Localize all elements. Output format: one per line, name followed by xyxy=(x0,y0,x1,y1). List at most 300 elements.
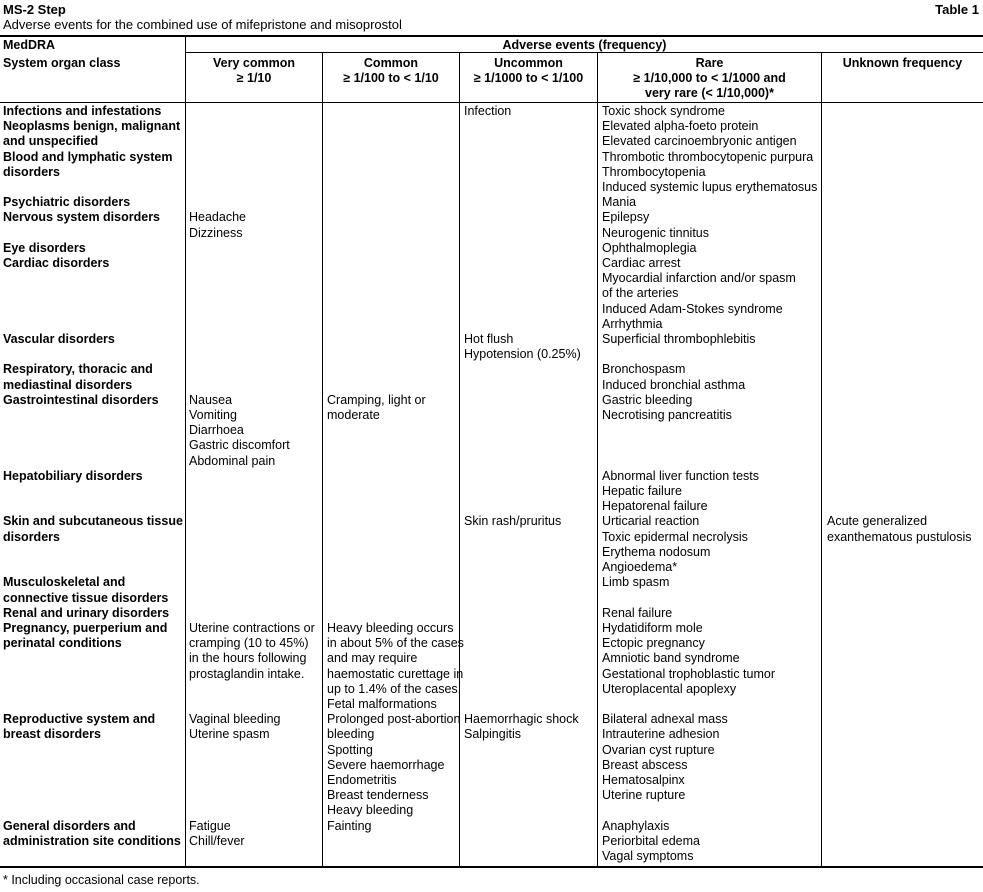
cell-line: Hypotension (0.25%) xyxy=(464,347,581,362)
cell-line xyxy=(189,514,315,529)
cell-line: Gastric discomfort xyxy=(189,438,290,453)
cell-line: Thrombocytopenia xyxy=(602,164,706,179)
cell-line: Gastric bleeding xyxy=(602,392,693,407)
cell-line xyxy=(327,271,464,286)
cell-line xyxy=(189,332,315,347)
cell-line: Intrauterine adhesion xyxy=(602,727,720,742)
cell-line xyxy=(464,195,581,210)
cell-line xyxy=(602,803,817,818)
cell-line xyxy=(464,591,581,606)
cell-line: Fetal malformations xyxy=(327,696,437,711)
cell-line: Hematosalpinx xyxy=(602,772,685,787)
cell-line: Myocardial infarction and/or spasm xyxy=(602,271,796,286)
cell-line: Endometritis xyxy=(327,772,397,787)
cell-line xyxy=(3,697,183,712)
header-bottom-rule xyxy=(0,102,983,103)
cell-line xyxy=(602,347,817,362)
cell-line: Cramping, light or xyxy=(327,392,426,407)
cell-line xyxy=(327,180,464,195)
cell-line xyxy=(464,362,581,377)
cell-line: Thrombotic thrombocytopenic purpura xyxy=(602,149,814,164)
table-number: Table 1 xyxy=(935,2,979,17)
cell-line xyxy=(327,438,464,453)
cell-line: Pregnancy, puerperium and xyxy=(3,620,168,635)
cell-line xyxy=(3,438,183,453)
cell-line xyxy=(464,530,581,545)
cell-line xyxy=(3,499,183,514)
cell-line xyxy=(327,514,464,529)
cell-line xyxy=(189,499,315,514)
cell-line xyxy=(464,651,581,666)
cell-line xyxy=(3,423,183,438)
system-organ-class-header: System organ class xyxy=(3,56,121,70)
cell-line xyxy=(464,134,581,149)
cell-line xyxy=(327,575,464,590)
cell-line xyxy=(189,484,315,499)
cell-line xyxy=(464,484,581,499)
cell-line: Heavy bleeding occurs xyxy=(327,620,454,635)
cell-line xyxy=(602,454,817,469)
cell-line xyxy=(327,545,464,560)
cell-line xyxy=(327,362,464,377)
cell-line xyxy=(827,423,972,438)
cell-line: Infection xyxy=(464,104,512,118)
cell-line xyxy=(327,530,464,545)
cell-line xyxy=(3,743,183,758)
cell-line xyxy=(827,119,972,134)
cell-line: Renal failure xyxy=(602,605,673,620)
rare-column xyxy=(602,104,817,864)
cell-line: Blood and lymphatic system xyxy=(3,149,173,164)
cell-line: Vagal symptoms xyxy=(602,848,694,863)
cell-line: Anaphylaxis xyxy=(602,818,670,833)
cell-line xyxy=(327,195,464,210)
cell-line: Skin and subcutaneous tissue xyxy=(3,514,183,529)
cell-line xyxy=(827,180,972,195)
cell-line: Fatigue xyxy=(189,818,231,833)
cell-line xyxy=(3,667,183,682)
cell-line xyxy=(827,104,972,119)
table-title: MS-2 Step xyxy=(3,2,66,17)
common-range: ≥ 1/100 to < 1/10 xyxy=(343,71,439,85)
cell-line xyxy=(827,469,972,484)
cell-line: Hepatic failure xyxy=(602,484,682,499)
cell-line xyxy=(189,104,315,119)
cell-line xyxy=(3,560,183,575)
cell-line: Vaginal bleeding xyxy=(189,712,281,727)
uncommon-range: ≥ 1/1000 to < 1/100 xyxy=(473,71,584,85)
uncommon-header xyxy=(460,56,597,86)
cell-line: Hot flush xyxy=(464,332,514,347)
cell-line xyxy=(3,758,183,773)
cell-line: Urticarial reaction xyxy=(602,514,700,529)
cell-line xyxy=(464,226,581,241)
cell-line xyxy=(464,271,581,286)
cell-line xyxy=(327,454,464,469)
cell-line xyxy=(827,408,972,423)
cell-line: Hepatobiliary disorders xyxy=(3,468,143,483)
cell-line xyxy=(3,484,183,499)
cell-line xyxy=(327,302,464,317)
cell-line xyxy=(464,180,581,195)
cell-line: cramping (10 to 45%) xyxy=(189,636,309,651)
cell-line xyxy=(327,241,464,256)
cell-line: Toxic epidermal necrolysis xyxy=(602,529,748,544)
uncommon-name: Uncommon xyxy=(494,56,563,70)
cell-line xyxy=(602,423,817,438)
cell-line: exanthematous pustulosis xyxy=(827,529,972,544)
cell-line: Hydatidiform mole xyxy=(602,620,703,635)
cell-line xyxy=(189,575,315,590)
cell-line: of the arteries xyxy=(602,286,679,301)
cell-line: Epilepsy xyxy=(602,210,650,225)
cell-line xyxy=(189,560,315,575)
cell-line xyxy=(464,469,581,484)
cell-line: administration site conditions xyxy=(3,833,181,848)
cell-line: Induced bronchial asthma xyxy=(602,377,746,392)
cell-line xyxy=(189,362,315,377)
cell-line xyxy=(327,591,464,606)
cell-line: haemostatic curettage in xyxy=(327,666,464,681)
cell-line: Breast abscess xyxy=(602,757,688,772)
cell-line xyxy=(189,743,315,758)
cell-line: Toxic shock syndrome xyxy=(602,104,725,118)
cell-line: Angioedema* xyxy=(602,560,678,575)
cell-line xyxy=(827,150,972,165)
cell-line xyxy=(464,697,581,712)
cell-line xyxy=(327,499,464,514)
column-divider xyxy=(185,37,186,868)
cell-line xyxy=(464,545,581,560)
cell-line: Neoplasms benign, malignant xyxy=(3,119,181,134)
cell-line xyxy=(827,241,972,256)
cell-line xyxy=(464,317,581,332)
cell-line: Abdominal pain xyxy=(189,453,276,468)
cell-line xyxy=(189,180,315,195)
cell-line xyxy=(327,226,464,241)
cell-line: Vascular disorders xyxy=(3,332,115,347)
cell-line: and unspecified xyxy=(3,134,99,149)
cell-line xyxy=(327,134,464,149)
cell-line xyxy=(327,286,464,301)
cell-line: Ovarian cyst rupture xyxy=(602,742,715,757)
cell-line xyxy=(464,241,581,256)
cell-line: Superficial thrombophlebitis xyxy=(602,332,756,347)
cell-line: Abnormal liver function tests xyxy=(602,468,760,483)
cell-line xyxy=(464,393,581,408)
cell-line xyxy=(327,560,464,575)
cell-line: Cardiac disorders xyxy=(3,256,110,271)
cell-line xyxy=(189,758,315,773)
cell-line xyxy=(827,362,972,377)
cell-line xyxy=(827,393,972,408)
cell-line: Chill/fever xyxy=(189,833,245,848)
cell-line xyxy=(464,454,581,469)
cell-line xyxy=(464,636,581,651)
cell-line xyxy=(464,408,581,423)
cell-line xyxy=(464,438,581,453)
cell-line xyxy=(464,423,581,438)
cell-line xyxy=(327,119,464,134)
cell-line: Breast tenderness xyxy=(327,788,429,803)
cell-line: disorders xyxy=(3,164,60,179)
cell-line xyxy=(827,271,972,286)
cell-line xyxy=(189,545,315,560)
cell-line xyxy=(464,575,581,590)
cell-line xyxy=(189,195,315,210)
cell-line: and may require xyxy=(327,651,418,666)
cell-line xyxy=(189,241,315,256)
cell-line xyxy=(464,606,581,621)
cell-line: Periorbital edema xyxy=(602,833,700,848)
column-divider xyxy=(597,53,598,868)
cell-line xyxy=(827,499,972,514)
table-subtitle: Adverse events for the combined use of mifepristone and misoprostol xyxy=(3,17,402,32)
cell-line xyxy=(189,302,315,317)
unknown-frequency-header: Unknown frequency xyxy=(842,56,963,70)
rare-range: ≥ 1/10,000 to < 1/1000 and xyxy=(633,71,786,85)
cell-line xyxy=(3,408,183,423)
cell-line xyxy=(189,697,315,712)
cell-line xyxy=(327,104,464,119)
unknown-frequency-column xyxy=(827,104,972,545)
cell-line: Gestational trophoblastic tumor xyxy=(602,666,776,681)
cell-line xyxy=(189,347,315,362)
cell-line: Musculoskeletal and xyxy=(3,575,126,590)
cell-line: Nausea xyxy=(189,392,233,407)
cell-line xyxy=(464,499,581,514)
cell-line xyxy=(327,606,464,621)
cell-line: in the hours following xyxy=(189,651,307,666)
cell-line xyxy=(3,454,183,469)
cell-line xyxy=(464,560,581,575)
cell-line xyxy=(327,484,464,499)
cell-line xyxy=(827,347,972,362)
cell-line xyxy=(327,469,464,484)
cell-line: Ectopic pregnancy xyxy=(602,636,705,651)
cell-line xyxy=(189,530,315,545)
cell-line: Eye disorders xyxy=(3,240,86,255)
cell-line xyxy=(827,286,972,301)
cell-line: bleeding xyxy=(327,727,375,742)
cell-line xyxy=(189,682,315,697)
cell-line: breast disorders xyxy=(3,727,101,742)
rare-name: Rare xyxy=(695,56,724,70)
cell-line xyxy=(327,423,464,438)
cell-line xyxy=(827,256,972,271)
cell-line: up to 1.4% of the cases. xyxy=(327,681,462,696)
cell-line: Elevated carcinoembryonic antigen xyxy=(602,134,797,149)
cell-line: Headache xyxy=(189,210,246,225)
cell-line xyxy=(827,378,972,393)
cell-line: Arrhythmia xyxy=(602,316,663,331)
common-name: Common xyxy=(363,56,419,70)
cell-line: Renal and urinary disorders xyxy=(3,605,170,620)
cell-line: Nervous system disorders xyxy=(3,210,161,225)
cell-line: Induced Adam-Stokes syndrome xyxy=(602,301,783,316)
cell-line: Gastrointestinal disorders xyxy=(3,392,159,407)
cell-line xyxy=(189,788,315,803)
cell-line xyxy=(189,286,315,301)
cell-line xyxy=(189,134,315,149)
cell-line xyxy=(3,682,183,697)
cell-line xyxy=(189,591,315,606)
cell-line xyxy=(189,256,315,271)
cell-line xyxy=(327,210,464,225)
cell-line xyxy=(3,788,183,803)
cell-line: Induced systemic lupus erythematosus xyxy=(602,180,818,195)
cell-line: Haemorrhagic shock xyxy=(464,712,579,727)
cell-line: Fainting xyxy=(327,818,372,833)
cell-line xyxy=(464,302,581,317)
cell-line xyxy=(464,378,581,393)
cell-line: Salpingitis xyxy=(464,727,521,742)
very-common-range: ≥ 1/10 xyxy=(236,71,272,85)
cell-line: mediastinal disorders xyxy=(3,377,133,392)
cell-line xyxy=(327,332,464,347)
cell-line xyxy=(827,454,972,469)
cell-line: perinatal conditions xyxy=(3,636,122,651)
cell-line: Bilateral adnexal mass xyxy=(602,712,728,727)
common-header xyxy=(323,56,459,86)
cell-line: Necrotising pancreatitis xyxy=(602,408,732,423)
meddra-header: MedDRA xyxy=(3,38,56,52)
cell-line xyxy=(189,773,315,788)
cell-line xyxy=(464,256,581,271)
cell-line: Vomiting xyxy=(189,408,237,423)
cell-line: moderate xyxy=(327,408,380,423)
cell-line: Reproductive system and xyxy=(3,712,156,727)
cell-line: Elevated alpha-foeto protein xyxy=(602,119,759,134)
cell-line xyxy=(3,226,183,241)
cell-line: connective tissue disorders xyxy=(3,590,169,605)
cell-line xyxy=(827,210,972,225)
cell-line xyxy=(189,317,315,332)
cell-line: Heavy bleeding xyxy=(327,803,414,818)
cell-line: Skin rash/pruritus xyxy=(464,514,562,529)
cell-line xyxy=(189,119,315,134)
common-column xyxy=(327,104,464,834)
cell-line xyxy=(189,150,315,165)
cell-line xyxy=(327,378,464,393)
cell-line xyxy=(189,165,315,180)
cell-line: Erythema nodosum xyxy=(602,544,711,559)
cell-line xyxy=(464,667,581,682)
cell-line xyxy=(602,697,817,712)
very-common-header xyxy=(186,56,322,86)
cell-line xyxy=(464,150,581,165)
cell-line xyxy=(3,302,183,317)
cell-line: General disorders and xyxy=(3,818,136,833)
cell-line xyxy=(827,302,972,317)
cell-line xyxy=(464,621,581,636)
cell-line xyxy=(464,165,581,180)
cell-line: Amniotic band syndrome xyxy=(602,651,740,666)
cell-line: Prolonged post-abortion xyxy=(327,712,461,727)
cell-line: Diarrhoea xyxy=(189,423,244,438)
table-bottom-rule xyxy=(0,866,983,868)
cell-line: Hepatorenal failure xyxy=(602,499,708,514)
footnote: * Including occasional case reports. xyxy=(3,873,200,887)
cell-line xyxy=(602,591,817,606)
cell-line xyxy=(602,438,817,453)
cell-line xyxy=(827,332,972,347)
cell-line xyxy=(827,195,972,210)
cell-line xyxy=(827,165,972,180)
cell-line xyxy=(189,803,315,818)
uncommon-column xyxy=(464,104,581,743)
organ-class-column xyxy=(3,104,183,849)
cell-line xyxy=(327,317,464,332)
very-common-name: Very common xyxy=(213,56,295,70)
cell-line xyxy=(3,545,183,560)
cell-line xyxy=(3,286,183,301)
cell-line xyxy=(827,134,972,149)
cell-line xyxy=(827,484,972,499)
cell-line: Severe haemorrhage xyxy=(327,757,445,772)
cell-line: Acute generalized xyxy=(827,514,928,529)
cell-line: Uterine spasm xyxy=(189,727,270,742)
cell-line: Cardiac arrest xyxy=(602,256,681,271)
cell-line xyxy=(464,119,581,134)
cell-line: Neurogenic tinnitus xyxy=(602,225,710,240)
cell-line xyxy=(189,378,315,393)
cell-line: Uteroplacental apoplexy xyxy=(602,681,737,696)
cell-line xyxy=(827,317,972,332)
cell-line: Limb spasm xyxy=(602,575,670,590)
column-divider xyxy=(821,53,822,868)
cell-line: Psychiatric disorders xyxy=(3,195,131,210)
cell-line xyxy=(189,271,315,286)
cell-line: Respiratory, thoracic and xyxy=(3,362,153,377)
cell-line: Mania xyxy=(602,195,637,210)
cell-line: Ophthalmoplegia xyxy=(602,240,697,255)
cell-line xyxy=(464,210,581,225)
column-divider xyxy=(322,53,323,868)
cell-line xyxy=(464,286,581,301)
cell-line xyxy=(3,317,183,332)
cell-line xyxy=(3,180,183,195)
cell-line: in about 5% of the cases xyxy=(327,636,464,651)
cell-line xyxy=(827,226,972,241)
rare-header xyxy=(598,56,821,101)
cell-line: disorders xyxy=(3,529,60,544)
cell-line: Uterine contractions or xyxy=(189,620,315,635)
cell-line: Infections and infestations xyxy=(3,104,162,118)
cell-line xyxy=(3,803,183,818)
cell-line: prostaglandin intake. xyxy=(189,666,305,681)
cell-line xyxy=(327,165,464,180)
cell-line xyxy=(827,438,972,453)
cell-line xyxy=(3,773,183,788)
cell-line xyxy=(3,651,183,666)
cell-line xyxy=(327,256,464,271)
cell-line: Spotting xyxy=(327,742,373,757)
adverse-events-group-header: Adverse events (frequency) xyxy=(502,38,667,52)
cell-line: Uterine rupture xyxy=(602,788,686,803)
cell-line xyxy=(327,347,464,362)
cell-line xyxy=(3,347,183,362)
cell-line xyxy=(189,606,315,621)
table-top-rule xyxy=(0,35,983,37)
cell-line xyxy=(3,271,183,286)
cell-line: Bronchospasm xyxy=(602,362,686,377)
cell-line xyxy=(464,682,581,697)
cell-line xyxy=(327,150,464,165)
cell-line: Dizziness xyxy=(189,225,243,240)
cell-line xyxy=(189,469,315,484)
very-common-column xyxy=(189,104,315,849)
